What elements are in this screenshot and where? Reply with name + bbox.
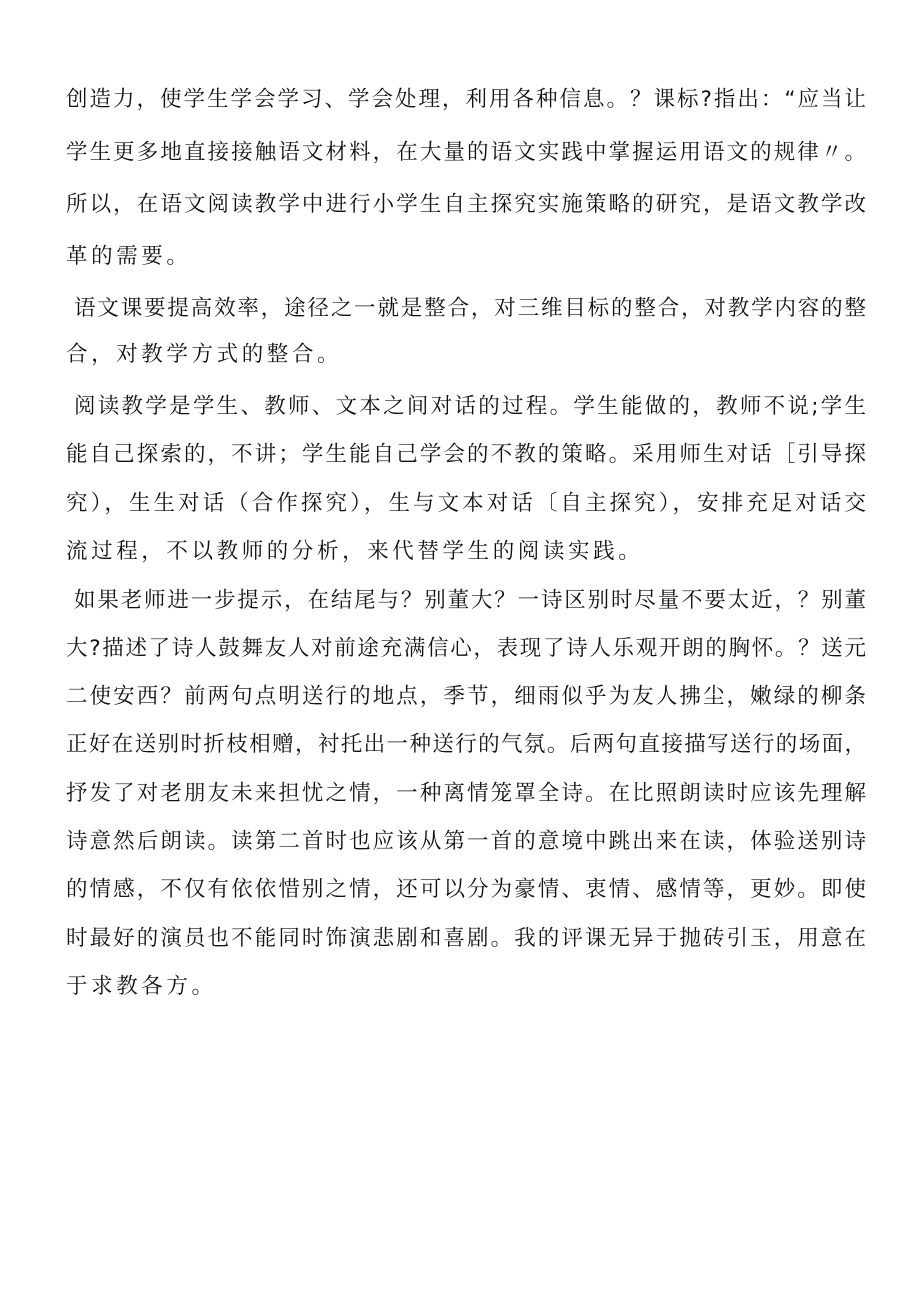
text-line: 学生更多地直接接触语文材料，在大量的语文实践中掌握运用语文的规律〃。 — [66, 140, 866, 165]
text-line: 正好在送别时折枝相赠，衬托出一种送行的气氛。后两句直接描写送行的场面， — [66, 732, 866, 757]
text-line: 能自己探索的，不讲；学生能自己学会的不教的策略。采用师生对话［引导探 — [66, 442, 866, 467]
text-line: 流过程，不以教师的分析，来代替学生的阅读实践。 — [66, 539, 644, 564]
text-line: 的情感，不仅有依依惜别之情，还可以分为豪情、衷情、感情等，更妙。即使 — [66, 877, 866, 902]
text-line: 创造力，使学生学会学习、学会处理，利用各种信息。？课标?指出：“应当让 — [66, 87, 866, 112]
text-line: 于求教各方。 — [66, 974, 217, 999]
text-line: 时最好的演员也不能同时饰演悲剧和喜剧。我的评课无异于抛砖引玉，用意在 — [66, 926, 866, 951]
text-line: 所以，在语文阅读教学中进行小学生自主探究实施策略的研究，是语文教学改 — [66, 192, 866, 217]
text-line: 究），生生对话（合作探究），生与文本对话〔自主探究），安排充足对话交 — [66, 491, 866, 516]
text-line: 革的需要。 — [66, 244, 192, 269]
text-line: 合，对教学方式的整合。 — [66, 342, 343, 367]
text-line: 抒发了对老朋友未来担忧之情，一种离情笼罩全诗。在比照朗读时应该先理解 — [66, 781, 866, 806]
text-line: 大?描述了诗人鼓舞友人对前途充满信心，表现了诗人乐观开朗的胸怀。？送元 — [66, 636, 866, 661]
text-line: 阅读教学是学生、教师、文本之间对话的过程。学生能做的，教师不说;学生 — [74, 394, 866, 419]
text-line: 二使安西？前两句点明送行的地点，季节，细雨似乎为友人拂尘，嫩绿的柳条 — [66, 684, 866, 709]
text-line: 诗意然后朗读。读第二首时也应该从第一首的意境中跳出来在读，体验送别诗 — [66, 829, 866, 854]
text-line: 语文课要提高效率，途径之一就是整合，对三维目标的整合，对教学内容的整 — [74, 296, 866, 321]
text-line: 如果老师进一步提示，在结尾与？别董大？一诗区别时尽量不要太近，？别董 — [74, 588, 866, 613]
